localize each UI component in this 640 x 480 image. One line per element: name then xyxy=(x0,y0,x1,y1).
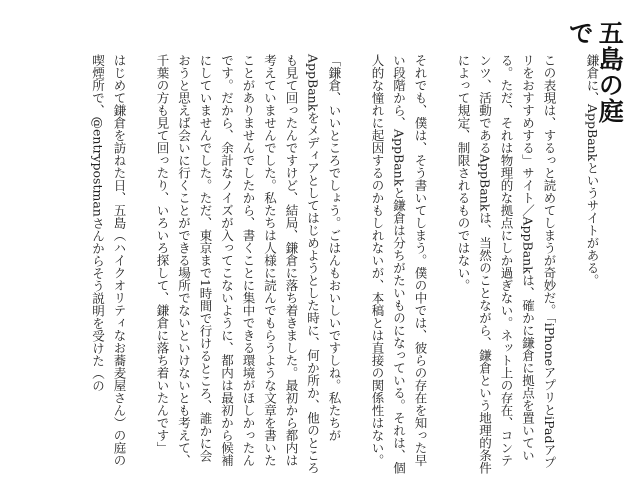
paragraph-intro: 鎌倉に、AppBankというサイトがある。 xyxy=(585,54,600,287)
paragraph-still: それでも、僕は、そう書いてしまう。僕の中では、彼らの存在を知った早い段階から、AppBankと鎌倉は分ちがたいものになっている。それは、個人的な憧れに起因するのかもしれないが、本稿とは直接の関係性はない。 xyxy=(370,54,428,474)
article-body xyxy=(43,54,603,474)
article-title: 五島の庭で xyxy=(565,20,625,124)
paragraph-first-visit: はじめて鎌倉を訪ねた日、五島（ハイクオリティなお蕎麦屋さん）の庭の喫煙所で、@entrypostmanさんからそう説明を受けた（の xyxy=(90,54,127,467)
paragraph-expression: この表現は、するっと読めてしまうが奇妙だ。「iPhoneアプリとiPadアプリをおすすめする」サイト／AppBankは、確かに鎌倉に拠点を置いている。ただ、それは物理的な拠点にしか過ぎない。ネット上の存在、コンテンツ、活動であるAppBankは、当然のことながら、鎌倉という地理的条件によって規定、制限されるものではない。 xyxy=(456,54,557,474)
paragraph-quote: 「鎌倉、いいところでしょう。ごはんもおいしいですしね。私たちがAppBankをメディアとしてはじめようとした時に、何か所か、他のところも見て回ったんですけど、結局、鎌倉に落ち着きました。最初から都内は考えていませんでした。私たちは人様に読んでもらうような文章を書いたことがありませんでしたから、書くことに集中できる環境がほしかったんです。だから、余計なノイズが入ってこないように、都内は最初から候補にしていませんでした。ただ、東京まで1時間で行けるところ、誰かに会おうと思えば会いに行くことができる場所でないといけないとも考えて、千葉の方も見て回ったり、いろいろ探して、鎌倉に落ち着いたんです」 xyxy=(155,54,342,474)
